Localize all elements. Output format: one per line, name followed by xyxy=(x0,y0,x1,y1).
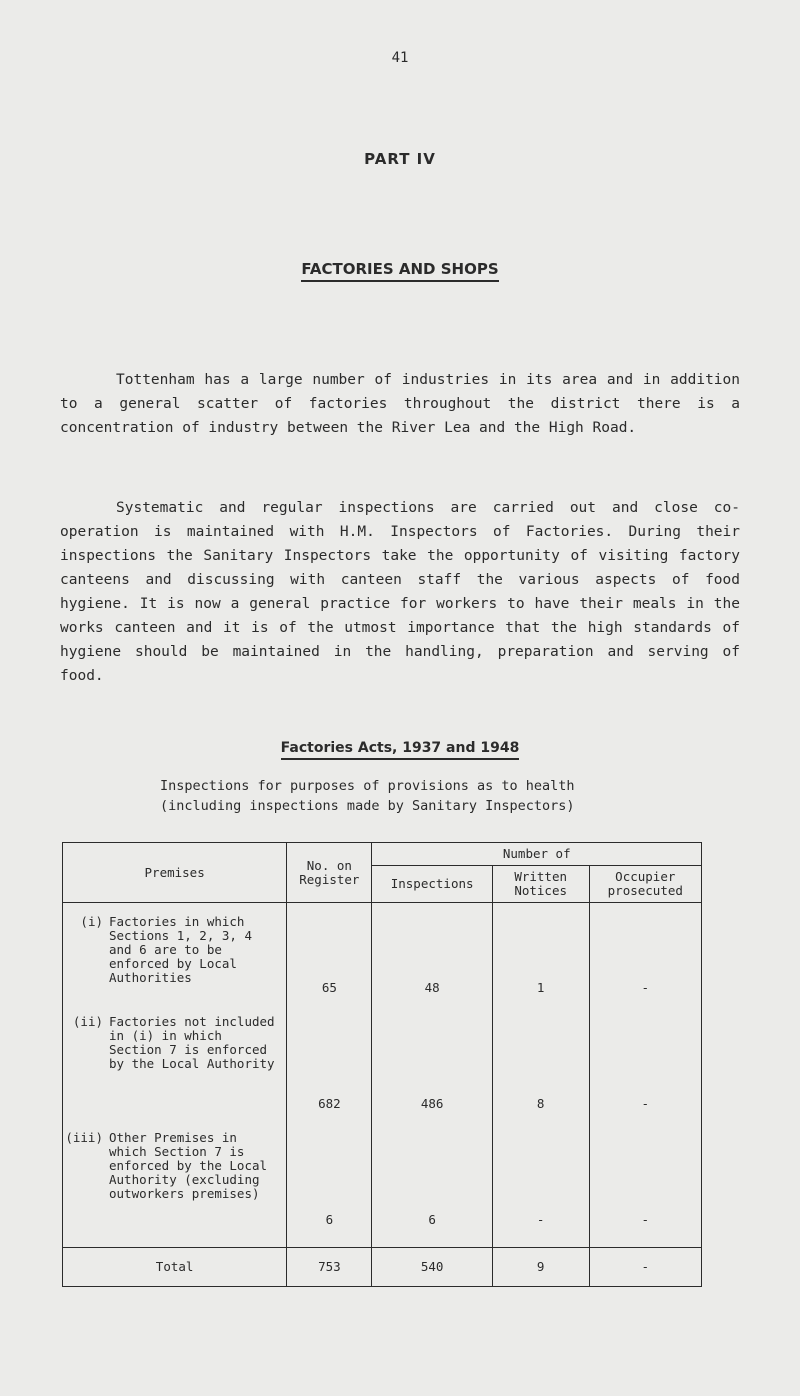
premise-number: (i) xyxy=(80,914,103,929)
header-occupier-prosecuted: Occupier prosecuted xyxy=(589,866,701,903)
total-label: Total xyxy=(63,1248,287,1287)
occupier-value: - xyxy=(641,980,650,995)
occupier-value: - xyxy=(641,1212,650,1227)
register-value: 682 xyxy=(318,1096,341,1111)
header-written-notices: Written Notices xyxy=(492,866,589,903)
premise-number: (iii) xyxy=(65,1130,103,1145)
inspections-value: 48 xyxy=(424,980,440,995)
section-heading xyxy=(0,260,800,278)
table-body-row xyxy=(63,903,702,1248)
premise-number: (ii) xyxy=(72,1014,103,1029)
acts-heading-text: Factories Acts, 1937 and 1948 xyxy=(281,740,520,760)
header-inspections: Inspections xyxy=(372,866,492,903)
total-inspections: 540 xyxy=(372,1248,492,1287)
inspections-value: 486 xyxy=(420,1096,444,1111)
table-caption xyxy=(160,776,640,816)
premises-list xyxy=(63,903,287,1248)
total-register: 753 xyxy=(287,1248,372,1287)
notices-value: 1 xyxy=(536,980,545,995)
notices-value: 8 xyxy=(536,1096,545,1111)
caption-line-2: (including inspections made by Sanitary Inspectors) xyxy=(160,798,575,814)
register-value: 65 xyxy=(321,980,337,995)
page-number: 41 xyxy=(391,50,409,66)
total-row xyxy=(63,1248,702,1287)
occupier-value: - xyxy=(641,1096,650,1111)
acts-heading xyxy=(0,740,800,756)
notices-value: - xyxy=(536,1212,545,1227)
premise-description: Factories not included in (i) in which Section 7 is enforced by the Local Authority xyxy=(109,1014,275,1071)
total-occupier: - xyxy=(589,1248,701,1287)
total-notices: 9 xyxy=(492,1248,589,1287)
register-value: 6 xyxy=(325,1212,334,1227)
premise-item xyxy=(63,1131,280,1235)
paragraph-industries: Tottenham has a large number of industries in its area and in addition to a general scatter of factories throughout the district there is a concentration of industry between the River Lea and the High Road. xyxy=(60,372,740,436)
caption-line-1: Inspections for purposes of provisions as to health xyxy=(160,778,575,794)
inspections-column xyxy=(372,903,492,1248)
part-heading: PART IV xyxy=(364,150,436,168)
inspections-value: 6 xyxy=(428,1212,436,1227)
occupier-column xyxy=(589,903,701,1248)
register-column xyxy=(287,903,372,1248)
header-register: No. on Register xyxy=(287,843,372,903)
paragraph-inspections: Systematic and regular inspections are carried out and close co-operation is maintained with H.M. Inspectors of Factories. During their inspections the Sanitary Inspectors take the opportunity of visiting factory canteens and discussing with canteen staff the various aspects of food hygiene. It is now a general practice for workers to have their meals in the works canteen and it is of the utmost importance that the high standards of hygiene should be maintained in the handling, preparation and serving of food. xyxy=(60,500,740,684)
notices-column xyxy=(492,903,589,1248)
section-heading-text: FACTORIES AND SHOPS xyxy=(301,260,498,282)
premise-description: Other Premises in which Section 7 is enforced by the Local Authority (excluding outworkers premises) xyxy=(109,1130,268,1201)
premise-item xyxy=(63,915,280,1003)
inspections-table xyxy=(62,842,702,1287)
header-number-of: Number of xyxy=(372,843,702,866)
premise-item xyxy=(63,1015,280,1119)
header-premises: Premises xyxy=(63,843,287,903)
header-row xyxy=(63,843,702,866)
premise-description: Factories in which Sections 1, 2, 3, 4 and 6 are to be enforced by Local Authorities xyxy=(109,914,252,985)
